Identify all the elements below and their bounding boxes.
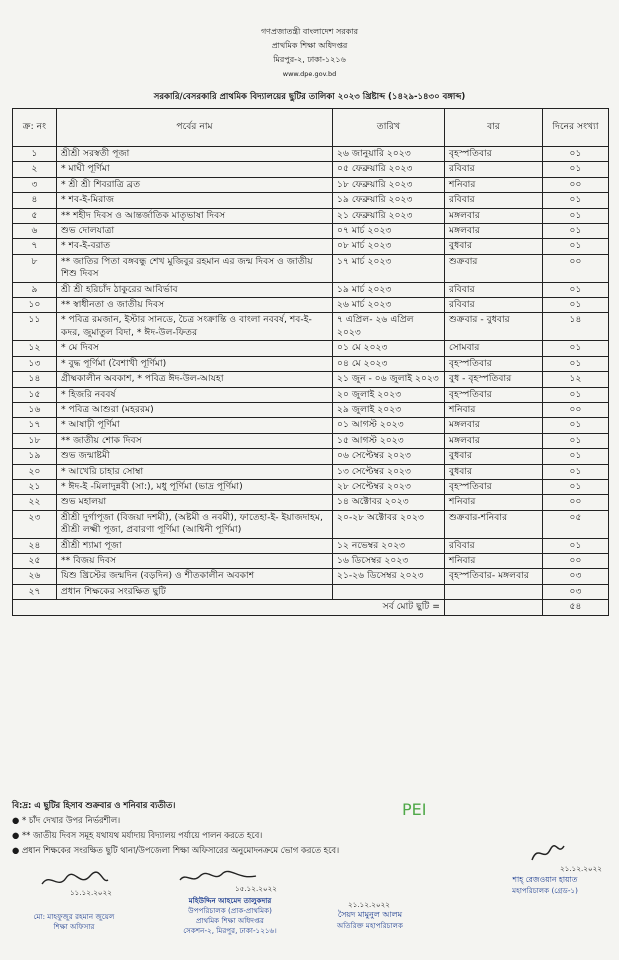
day-cell: মঙ্গলবার <box>445 418 543 433</box>
day-cell: শুক্রবার-শনিবার <box>445 510 543 538</box>
day-cell: বৃহস্পতিবার- মঙ্গলবার <box>445 569 543 584</box>
count-cell: ০১ <box>543 208 609 223</box>
event-cell: * মাঘী পূর্ণিমা <box>57 162 333 177</box>
event-cell: * ঈদ-ই -মিলাদুন্নবী (সা:), মধু পূর্ণিমা (ভাদ্র পূর্ণিমা) <box>57 479 333 494</box>
serial-cell: ১১ <box>13 313 57 341</box>
date-cell: ১৯ মার্চ ২০২৩ <box>333 282 445 297</box>
serial-cell: ৪ <box>13 193 57 208</box>
date-cell: ০৫ ফেব্রুয়ারি ২০২৩ <box>333 162 445 177</box>
date-cell: ২১ ফেব্রুয়ারি ২০২৩ <box>333 208 445 223</box>
count-cell: ০১ <box>543 282 609 297</box>
mid2-signer-title: অতিরিক্ত মহাপরিচালক <box>336 921 404 930</box>
date-cell: ০১ মে ২০২৩ <box>333 341 445 356</box>
event-cell: * শব-ই-মিরাজ <box>57 193 333 208</box>
header-day: বার <box>445 109 543 147</box>
day-cell: শনিবার <box>445 553 543 568</box>
event-cell: শ্রীশ্রী শ্যামা পূজা <box>57 538 333 553</box>
event-cell: ** জাতীয় শোক দিবস <box>57 433 333 448</box>
total-empty <box>445 600 543 615</box>
table-row <box>13 464 609 479</box>
serial-cell: ২৩ <box>13 510 57 538</box>
mid2-signer-name: সৈয়দ মামুনুল আলম <box>337 910 403 919</box>
count-cell: ১২ <box>543 372 609 387</box>
event-cell: * হিজরি নববর্ষ <box>57 387 333 402</box>
table-row <box>13 433 609 448</box>
table-row <box>13 147 609 162</box>
count-cell: ০০ <box>543 402 609 417</box>
day-cell: শনিবার <box>445 402 543 417</box>
event-cell: * আষাঢ়ী পূর্ণিমা <box>57 418 333 433</box>
mid-signature-date: ১৫.১২.২০২২ <box>235 884 277 893</box>
event-cell: প্রধান শিক্ষকের সংরক্ষিত ছুটি <box>57 584 333 599</box>
table-row <box>13 193 609 208</box>
count-cell: ০১ <box>543 449 609 464</box>
count-cell: ০১ <box>543 356 609 371</box>
date-cell: ০৭ মার্চ ২০২৩ <box>333 224 445 239</box>
table-row <box>13 495 609 510</box>
header-count: দিনের সংখ্যা <box>543 109 609 147</box>
date-cell: ১৬ ডিসেম্বর ২০২৩ <box>333 553 445 568</box>
event-cell: ** বিজয় দিবস <box>57 553 333 568</box>
day-cell: রবিবার <box>445 298 543 313</box>
count-cell: ০১ <box>543 224 609 239</box>
table-row <box>13 569 609 584</box>
table-row <box>13 341 609 356</box>
date-cell <box>333 584 445 599</box>
table-row <box>13 239 609 254</box>
table-row <box>13 372 609 387</box>
table-row <box>13 282 609 297</box>
total-value: ৫৪ <box>543 600 609 615</box>
right-signature-scribble <box>528 842 568 864</box>
date-cell: ২১-২৬ ডিসেম্বর ২০২৩ <box>333 569 445 584</box>
serial-cell: ২৫ <box>13 553 57 568</box>
left-signer-title: শিক্ষা অফিসার <box>53 922 95 931</box>
event-cell: * আখেরি চাহার সোম্বা <box>57 464 333 479</box>
mid-signer-name: মহিউদ্দিন আহমেদ তালুকদার <box>188 896 272 905</box>
date-cell: ১৩ সেপ্টেম্বর ২০২৩ <box>333 464 445 479</box>
day-cell: সোমবার <box>445 341 543 356</box>
day-cell: বৃহস্পতিবার <box>445 147 543 162</box>
day-cell: বুধ - বৃহস্পতিবার <box>445 372 543 387</box>
notes <box>12 798 602 858</box>
right-signature-date: ২১.১২.২০২২ <box>560 864 602 873</box>
serial-cell: ১৩ <box>13 356 57 371</box>
date-cell: ২৯ জুলাই ২০২৩ <box>333 402 445 417</box>
date-cell: ২১ জুন - ০৬ জুলাই ২০২৩ <box>333 372 445 387</box>
serial-cell: ১৭ <box>13 418 57 433</box>
mid-signer-title3: সেকশন-২, মিরপুর, ঢাকা-১২১৬। <box>183 926 277 935</box>
mid2-signature-date: ২১.১২.২০২২ <box>348 900 390 909</box>
serial-cell: ১৫ <box>13 387 57 402</box>
serial-cell: ৫ <box>13 208 57 223</box>
event-cell: ** শহীদ দিবস ও আন্তর্জাতিক মাতৃভাষা দিবস <box>57 208 333 223</box>
table-row <box>13 449 609 464</box>
date-cell: ১৯ ফেব্রুয়ারি ২০২৩ <box>333 193 445 208</box>
count-cell: ১৪ <box>543 313 609 341</box>
table-row <box>13 356 609 371</box>
table-row <box>13 313 609 341</box>
date-cell: ২০-২৮ অক্টোবর ২০২৩ <box>333 510 445 538</box>
table-row <box>13 584 609 599</box>
date-cell: ১৮ ফেব্রুয়ারি ২০২৩ <box>333 177 445 192</box>
table-row <box>13 254 609 282</box>
count-cell: ০১ <box>543 298 609 313</box>
event-cell: * শ্রী শ্রী শিবরাত্রি ব্রত <box>57 177 333 192</box>
count-cell: ০০ <box>543 553 609 568</box>
table-row <box>13 479 609 494</box>
header-event: পর্বের নাম <box>57 109 333 147</box>
date-cell: ২৬ মার্চ ২০২৩ <box>333 298 445 313</box>
count-cell: ০১ <box>543 239 609 254</box>
date-cell: ০৮ মার্চ ২০২৩ <box>333 239 445 254</box>
left-signer-name: মো: মাহফুজুর রহমান জুয়েল <box>33 912 115 921</box>
event-cell: ** স্বাধীনতা ও জাতীয় দিবস <box>57 298 333 313</box>
day-cell: শনিবার <box>445 177 543 192</box>
day-cell: বৃহস্পতিবার <box>445 387 543 402</box>
pei-stamp: PEI <box>402 800 427 819</box>
count-cell: ০১ <box>543 538 609 553</box>
day-cell: মঙ্গলবার <box>445 433 543 448</box>
total-label: সর্ব মোট ছুটি = <box>13 600 445 615</box>
day-cell: শনিবার <box>445 495 543 510</box>
table-row <box>13 510 609 538</box>
count-cell: ০১ <box>543 464 609 479</box>
day-cell: বুধবার <box>445 449 543 464</box>
day-cell: বৃহস্পতিবার <box>445 356 543 371</box>
event-cell: ** জাতির পিতা বঙ্গবন্ধু শেখ মুজিবুর রহমান এর জন্ম দিবস ও জাতীয় শিশু দিবস <box>57 254 333 282</box>
event-cell: * মে দিবস <box>57 341 333 356</box>
note-reserved: ● প্রধান শিক্ষকের সংরক্ষিত ছুটি থানা/উপজেলা শিক্ষা অফিসারের অনুমোদনক্রমে ভোগ করতে হবে। <box>12 845 340 855</box>
day-cell: শুক্রবার <box>445 254 543 282</box>
serial-cell: ২২ <box>13 495 57 510</box>
table-row <box>13 402 609 417</box>
table-row <box>13 162 609 177</box>
event-cell: শ্রীশ্রী দুর্গাপূজা (বিজয়া দশমী), (অষ্টমী ও নবমী), ফাতেহা-ই- ইয়াজদাহম, শ্রীশ্রী লক্ষ্মী পূজা, প্রবারণা পূর্ণিমা (আশ্বিনী পূর্ণিমা) <box>57 510 333 538</box>
serial-cell: ২ <box>13 162 57 177</box>
website: www.dpe.gov.bd <box>282 70 337 78</box>
count-cell: ০১ <box>543 162 609 177</box>
date-cell: ২৮ সেপ্টেম্বর ২০২৩ <box>333 479 445 494</box>
gov-name: গণপ্রজাতন্ত্রী বাংলাদেশ সরকার <box>260 27 359 36</box>
mid-signer-title1: উপপরিচালক (প্রাক-প্রাথমিক) <box>188 906 272 915</box>
document-title: সরকারি/বেসরকারি প্রাথমিক বিদ্যালয়ের ছুটির তালিকা ২০২৩ খ্রিষ্টাব্দ (১৪২৯-১৪৩০ বঙ্গাব্দ) <box>153 92 466 102</box>
count-cell: ০১ <box>543 341 609 356</box>
day-cell: রবিবার <box>445 162 543 177</box>
table-row <box>13 387 609 402</box>
date-cell: ০১ আগস্ট ২০২৩ <box>333 418 445 433</box>
event-cell: শ্রীশ্রী সরস্বতী পূজা <box>57 147 333 162</box>
serial-cell: ৭ <box>13 239 57 254</box>
day-cell: রবিবার <box>445 538 543 553</box>
table-row <box>13 177 609 192</box>
header-date: তারিখ <box>333 109 445 147</box>
serial-cell: ৬ <box>13 224 57 239</box>
table-row <box>13 298 609 313</box>
right-signer-title: মহাপরিচালক (গ্রেড-১) <box>512 886 578 895</box>
left-signature-date: ১১.১২.২০২২ <box>70 888 112 897</box>
serial-cell: ১২ <box>13 341 57 356</box>
count-cell: ০১ <box>543 433 609 448</box>
department-name: প্রাথমিক শিক্ষা অধিদপ্তর <box>271 41 348 50</box>
count-cell: ০০ <box>543 254 609 282</box>
mid-signer-title2: প্রাথমিক শিক্ষা অধিদপ্তর <box>196 916 264 925</box>
serial-cell: ২৭ <box>13 584 57 599</box>
event-cell: শুভ দোলযাত্রা <box>57 224 333 239</box>
serial-cell: ১ <box>13 147 57 162</box>
day-cell: বুধবার <box>445 239 543 254</box>
event-cell: শ্রী শ্রী হরিচাঁদ ঠাকুরের আবির্ভাব <box>57 282 333 297</box>
event-cell: * পবিত্র আশুরা (মহররম) <box>57 402 333 417</box>
count-cell: ০১ <box>543 418 609 433</box>
serial-cell: ১৯ <box>13 449 57 464</box>
date-cell: ০৪ মে ২০২৩ <box>333 356 445 371</box>
count-cell: ০০ <box>543 495 609 510</box>
day-cell: শুক্রবার - বুধবার <box>445 313 543 341</box>
table-row <box>13 208 609 223</box>
serial-cell: ২৬ <box>13 569 57 584</box>
serial-cell: ১৮ <box>13 433 57 448</box>
holiday-table <box>12 108 609 616</box>
date-cell: ২০ জুলাই ২০২৩ <box>333 387 445 402</box>
count-cell: ০৩ <box>543 584 609 599</box>
date-cell: ০৬ সেপ্টেম্বর ২০২৩ <box>333 449 445 464</box>
serial-cell: ১৬ <box>13 402 57 417</box>
note-national: ● ** জাতীয় দিবস সমূহ যথাযথ মর্যাদায় বিদ্যালয় পর্যায়ে পালন করতে হবে। <box>12 830 263 840</box>
event-cell: শুভ মহালয়া <box>57 495 333 510</box>
table-row <box>13 418 609 433</box>
day-cell <box>445 584 543 599</box>
count-cell: ০৩ <box>543 569 609 584</box>
event-cell: * পবিত্র রমজান, ইস্টার সানডে, চৈত্র সংক্রান্তি ও বাংলা নববর্ষ, শব-ই-কদর, জুমাতুল বিদা, * ঈদ-উল-ফিতর <box>57 313 333 341</box>
serial-cell: ২৪ <box>13 538 57 553</box>
count-cell: ০৫ <box>543 510 609 538</box>
table-row <box>13 538 609 553</box>
note-moon: ● * চাঁদ দেখার উপর নির্ভরশীল। <box>12 815 121 825</box>
day-cell: মঙ্গলবার <box>445 224 543 239</box>
count-cell: ০১ <box>543 147 609 162</box>
event-cell: * বুদ্ধ পূর্ণিমা (বৈশাখী পূর্ণিমা) <box>57 356 333 371</box>
date-cell: ১৭ মার্চ ২০২৩ <box>333 254 445 282</box>
day-cell: রবিবার <box>445 282 543 297</box>
event-cell: গ্রীষ্মকালীন অবকাশ, * পবিত্র ঈদ-উল-আযহা <box>57 372 333 387</box>
event-cell: * শব-ই-বরাত <box>57 239 333 254</box>
serial-cell: ৯ <box>13 282 57 297</box>
date-cell: ৭ এপ্রিল- ২৬ এপ্রিল ২০২৩ <box>333 313 445 341</box>
serial-cell: ২১ <box>13 479 57 494</box>
table-row <box>13 224 609 239</box>
right-signer-name: শাহ্ রেজওয়ান হায়াত <box>512 875 578 884</box>
date-cell: ১৪ অক্টোবর ২০২৩ <box>333 495 445 510</box>
event-cell: যিশু খ্রিস্টের জন্মদিন (বড়দিন) ও শীতকালীন অবকাশ <box>57 569 333 584</box>
serial-cell: ৩ <box>13 177 57 192</box>
date-cell: ১৫ আগস্ট ২০২৩ <box>333 433 445 448</box>
count-cell: ০১ <box>543 387 609 402</box>
header-serial: ক্র: নং <box>13 109 57 147</box>
table-row <box>13 553 609 568</box>
date-cell: ২৬ জানুয়ারি ২০২৩ <box>333 147 445 162</box>
serial-cell: ১০ <box>13 298 57 313</box>
note-main: বি:দ্র: এ ছুটির হিসাব শুক্রবার ও শনিবার ব্যতীত। <box>12 800 176 810</box>
count-cell: ০০ <box>543 177 609 192</box>
serial-cell: ১৪ <box>13 372 57 387</box>
day-cell: বৃহস্পতিবার <box>445 479 543 494</box>
count-cell: ০১ <box>543 193 609 208</box>
day-cell: মঙ্গলবার <box>445 208 543 223</box>
date-cell: ১২ নভেম্বর ২০২৩ <box>333 538 445 553</box>
count-cell: ০১ <box>543 479 609 494</box>
day-cell: রবিবার <box>445 193 543 208</box>
serial-cell: ২০ <box>13 464 57 479</box>
serial-cell: ৮ <box>13 254 57 282</box>
address: মিরপুর-২, ঢাকা-১২১৬ <box>273 55 346 64</box>
event-cell: শুভ জন্মাষ্টমী <box>57 449 333 464</box>
day-cell: বুধবার <box>445 464 543 479</box>
